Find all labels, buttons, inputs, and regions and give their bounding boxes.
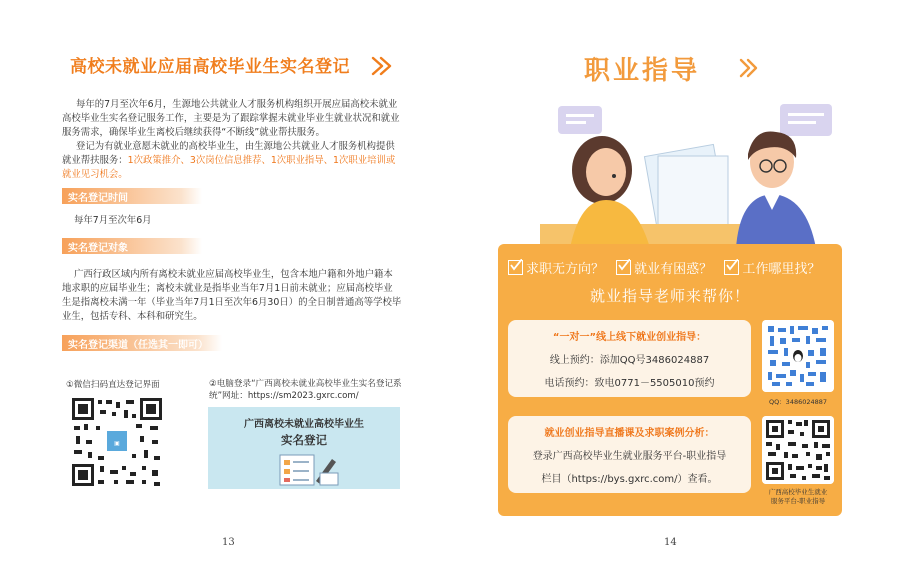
online-booking-text: 线上预约：添加QQ号3486024887	[549, 355, 710, 366]
box2-heading: 就业创业指导直播课及求职案例分析：	[544, 428, 715, 439]
left-page-number: 13	[222, 537, 235, 548]
one-on-one-guidance-box	[508, 320, 751, 397]
question-item: 工作哪里找？	[724, 262, 820, 277]
service-paragraph: 登记为有就业意愿未就业的高校毕业生，由生源地公共就业人才服务机构提供就业帮扶服务：1次政策推介、3次岗位信息推荐、1次职业指导、1次职业培训或就业见习机会。	[62, 141, 396, 180]
checkmark-icon	[724, 260, 739, 275]
svg-text:▣: ▣	[114, 440, 120, 447]
box1-heading: “一对一”线上线下就业创业指导：	[552, 332, 707, 343]
qq-number-caption: QQ：3486024887	[768, 398, 828, 406]
tagline: 就业指导老师来帮你！	[589, 287, 750, 305]
banner-line1: 广西离校未就业高校毕业生	[244, 419, 364, 430]
registration-system-banner[interactable]	[208, 407, 400, 489]
right-page-title: 职业指导	[584, 56, 701, 86]
question-item: 就业有困惑？	[616, 262, 712, 277]
section-header-channel: 实名登记渠道（任选其一即可）	[62, 335, 222, 351]
right-page-number: 14	[664, 537, 677, 548]
form-illustration-icon	[274, 451, 344, 487]
question-row	[508, 258, 828, 277]
checkmark-icon	[616, 260, 631, 275]
wechat-qr-code[interactable]	[70, 396, 164, 488]
wechat-channel-label: ①微信扫码直达登记界面	[66, 380, 160, 390]
section-header-time: 实名登记时间	[62, 188, 202, 204]
platform-qr-code[interactable]	[762, 416, 834, 484]
qq-qr-code[interactable]	[762, 320, 834, 392]
phone-booking-text: 电话预约：致电0771－5505010预约	[544, 378, 715, 389]
left-page-title: 高校未就业应届高校毕业生实名登记	[70, 57, 350, 77]
platform-qr-caption: 广西高校毕业生就业 服务平台-职业指导	[768, 488, 828, 505]
platform-instruction-line2: 栏目（https://bys.gxrc.com/）查看。	[541, 474, 718, 485]
banner-line2: 实名登记	[281, 433, 327, 447]
arrow-decoration-icon	[738, 56, 762, 80]
service-highlight: 1次政策推介、3次岗位信息推荐、1次职业指导、1次职业培训或就业见习机会。	[62, 155, 396, 180]
counseling-illustration	[540, 100, 840, 248]
platform-instruction-line1: 登录广西高校毕业生就业服务平台-职业指导	[532, 451, 727, 462]
intro-paragraph: 每年的7月至次年6月，生源地公共就业人才服务机构组织开展应届高校未就业高校毕业生实名登记服务工作，主要是为了跟踪掌握未就业毕业生就业状况和就业服务需求，确保毕业生离校后继续获得“不断线”就业帮扶服务。	[62, 99, 400, 138]
arrow-decoration-icon	[370, 54, 396, 78]
checkmark-icon	[508, 260, 523, 275]
live-course-box	[508, 416, 751, 493]
registration-target-text: 广西行政区域内所有离校未就业应届高校毕业生，包含本地户籍和外地户籍本地求职的应届毕业生；离校未就业是指毕业当年7月1日前未就业；应届高校毕业生是指离校未满一年（毕业当年7月1日至次年6月30日）的全日制普通高等学校毕业生，包括专科、本科和研究生。	[62, 269, 402, 322]
web-channel-label: ②电脑登录“广西离校未就业高校毕业生实名登记系统”网址：https://sm2023.gxrc.com/	[209, 379, 402, 401]
section-header-target: 实名登记对象	[62, 238, 202, 254]
registration-time-text: 每年7月至次年6月	[74, 215, 152, 226]
question-item: 求职无方向？	[508, 262, 604, 277]
